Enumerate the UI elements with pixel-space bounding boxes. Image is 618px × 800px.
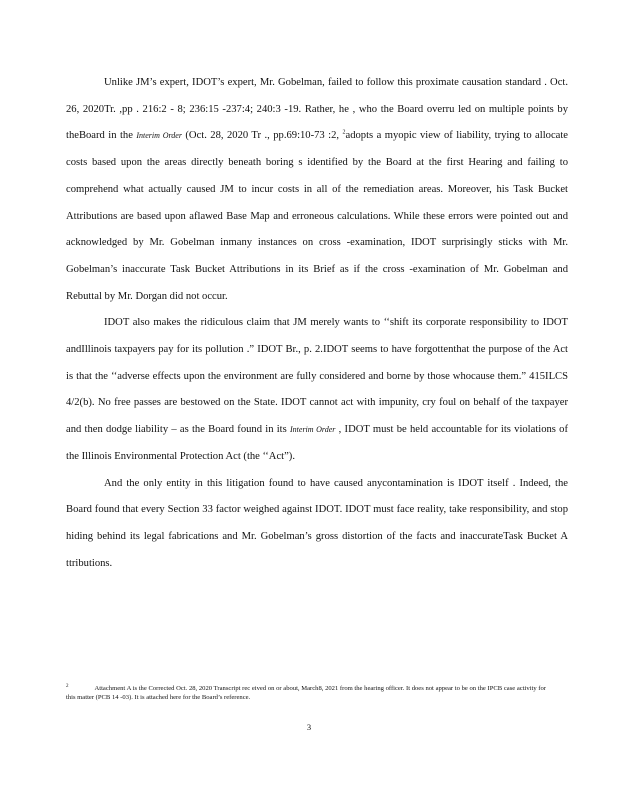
footnote — [66, 684, 546, 702]
interim-order-citation: Interim Order — [290, 425, 336, 435]
paragraph-1 — [66, 70, 568, 310]
document-body — [66, 70, 568, 577]
paragraph-2-text-a: IDOT also makes the ridiculous claim that JM merely wants to ‘‘shift its corporate responsibility to IDOT andIllinois taxpayers pay for its pollution .” IDOT Br., p. 2.IDOT seems to have forgottenthat the purpose of the Act is that the ‘‘adverse effects upon the environment are fully considered and borne by those whocause them.” 415ILCS 4/2(b). No free passes are bestowed on the State. IDOT cannot act with impunity, cry foul on behalf of the taxpayer and then dodge liability – as the Board found in its — [66, 317, 568, 436]
paragraph-3-text: And the only entity in this litigation found to have caused anycontamination is IDOT itself . Indeed, the Board found that every Section 33 factor weighed against IDOT. IDOT must face reality, take responsibility, and stop hiding behind its legal fabrications and Mr. Gobelman’s gross distortion of the facts and inaccurateTask Bucket A ttributions. — [66, 477, 568, 569]
paragraph-3 — [66, 471, 568, 578]
paragraph-1-text-c: adopts a myopic view of liability, trying to allocate costs based upon the areas directly beneath boring s identified by the Board at the first Hearing and failing to comprehend what actually caused JM to incur costs in all of the remediation areas. Moreover, his Task Bucket Attributions are based upon aflawed Base Map and erroneous calculations. While these errors were pointed out and acknowledged by Mr. Gobelman inmany instances on cross -examination, IDOT surprisingly sticks with Mr. Gobelman’s inaccurate Task Bucket Attributions in its Brief as if the cross -examination of Mr. Gobelman and Rebuttal by Mr. Dorgan did not occur. — [66, 130, 568, 302]
paragraph-1-text-a: Unlike JM’s expert, IDOT’s expert, Mr. Gobelman, failed to follow this proximate causation standard . Oct. 26, 2020Tr. ,pp . 216:2 - 8; 236:15 -237:4; 240:3 -19. Rather, he , who the Board overru led on multiple points by theBoard in the — [66, 77, 568, 142]
footnote-text: Attachment A is the Corrected Oct. 28, 2020 Transcript rec eived on or about, March8, 2021 from the hearing officer. It does not appear to be on the IPCB case activity for this matter (PCB 14 -03). It is attached here for the Board’s reference. — [66, 685, 546, 701]
paragraph-2-text-b: , IDOT must be held accountable for its violations of the Illinois Environmental Protection Act (the ‘‘Act”). — [66, 424, 569, 462]
footnote-reference: 2 — [342, 129, 346, 136]
footnote-marker: 2 — [66, 683, 69, 689]
interim-order-citation: Interim Order — [136, 131, 182, 141]
paragraph-2 — [66, 310, 568, 470]
paragraph-1-text-b: (Oct. 28, 2020 Tr ., pp.69:10-73 :2, — [181, 130, 343, 142]
page-number: 3 — [306, 722, 312, 732]
